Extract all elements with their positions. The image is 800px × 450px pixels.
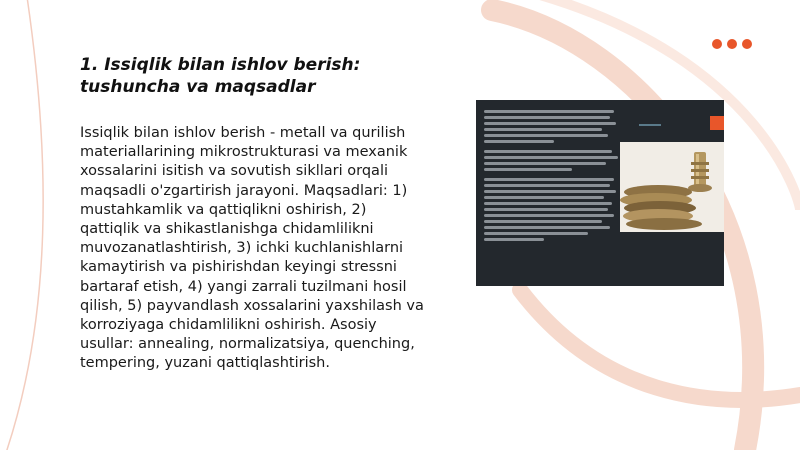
three-dots-icon bbox=[712, 39, 752, 49]
thumbnail-accent-line bbox=[639, 124, 661, 126]
slide-body-text: Issiqlik bilan ishlov berish - metall va qurilish materiallarining mikrostrukturasi va mexanik xossalarini isitish va sovutish sikllari orqali maqsadli o'zgartirish jarayoni. Maqsadlari: 1) mustahkamlik va qattiqlikni oshirish, 2) qattiqlik va shikastlanishga chidamlilikni muvozanatlashtirish, 3) ichki kuchlanishlarni kamaytirish va pishirishdan keyingi stressni bartaraf etish, 4) yangi zarrali tuzilmani hosil qilish, 5) payvandlash xossalarini yaxshilash va korroziyaga chidamlilikni oshirish. Asosiy usullar: annealing, normalizatsiya, quenching, tempering, yuzani qattiqlashtirish. bbox=[80, 125, 424, 372]
left-thin-arc bbox=[0, 0, 43, 450]
dot bbox=[742, 39, 752, 49]
slide-title bbox=[80, 54, 440, 98]
metal-parts-illustration bbox=[620, 142, 724, 232]
metal-parts-photo bbox=[620, 142, 724, 232]
dot bbox=[712, 39, 722, 49]
slide-title-line-1: 1. Issiqlik bilan ishlov berish: bbox=[80, 55, 361, 75]
slide-thumbnail-image bbox=[476, 100, 724, 286]
slide-title-line-2: tushuncha va maqsadlar bbox=[80, 77, 316, 97]
dot bbox=[727, 39, 737, 49]
thumbnail-blurred-text bbox=[484, 110, 624, 244]
thumbnail-accent-block bbox=[710, 116, 724, 130]
